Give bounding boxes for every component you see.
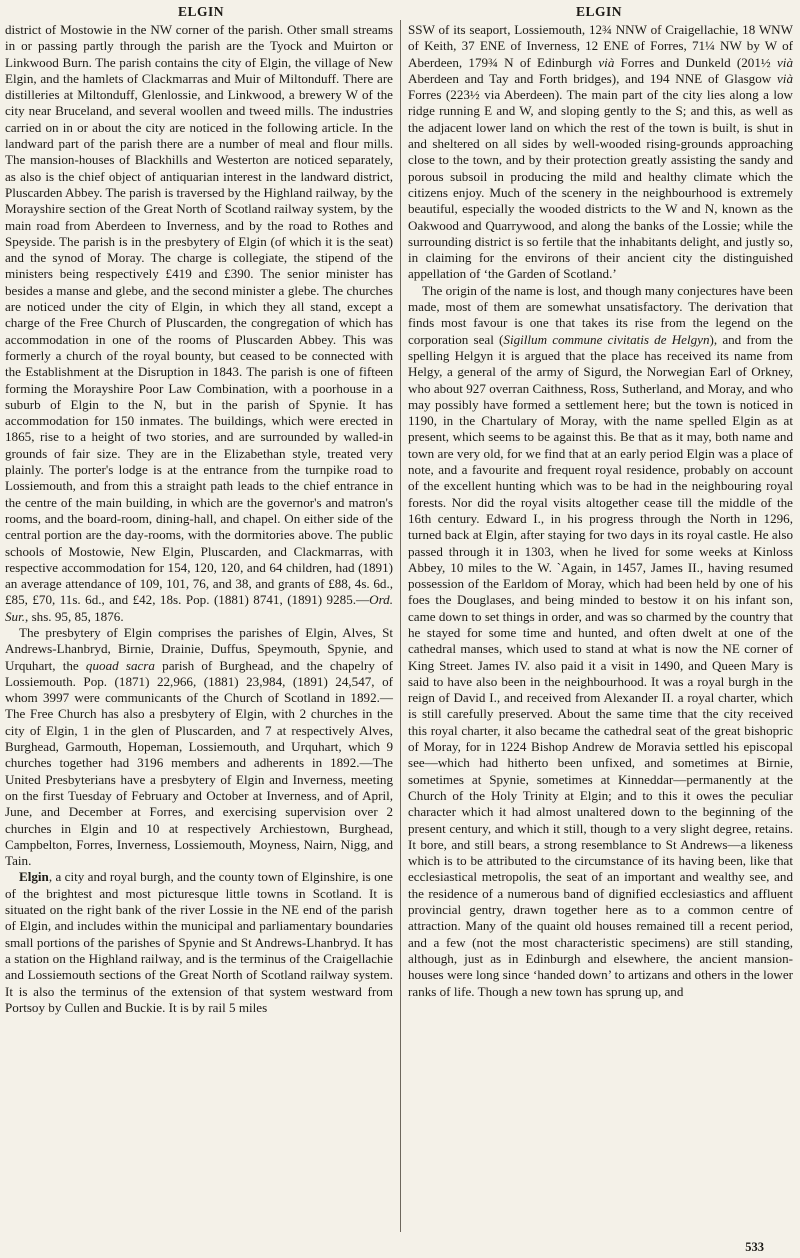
distances-paragraph (408, 22, 793, 283)
paragraph-text: , a city and royal burgh, and the county town of Elginshire, is one of the brightest and most picturesque little towns in Scotland. It is situated on the right bank of the river Lossie in the NE end of the parish of Elgin, and includes within the municipal and parliamentary boundaries small portions of the parishes of Spynie and St Andrews-Lhanbryd. It has a station on the Highland railway, and is the terminus of the Craigellachie and Lossiemouth sections of the Great North of Scotland railway system. It is also the terminus of the extension of that system westward from Portsoy by Cullen and Buckie. It is by rail 5 miles (5, 869, 393, 1015)
running-head-left: ELGIN (178, 4, 225, 19)
paragraph-text: Aberdeen and Tay and Forth bridges), and 194 NNE of Glasgow (408, 70, 777, 86)
paragraph-text: , shs. 95, 85, 1876. (25, 608, 124, 624)
left-column (5, 22, 393, 1016)
italic-term: Sigillum commune civitatis de Helgyn (503, 331, 710, 347)
ordnance-survey-ref: Ord. Sur. (5, 592, 393, 624)
elgin-city-entry (5, 869, 393, 1016)
paragraph-text: Forres (223½ via Aberdeen). The main part of the city lies along a low ridge running E and W, and sloping gently to the S; and this, as well as the adjacent lower land on which the rest of the town is built, is shut in and sheltered on all sides by well-wooded rising-grounds approaching close to the town, and by their protection greatly assisting the sandy and porous subsoil in producing the mild and healthy climate which the citizens enjoy. Much of the scenery in the neighbourhood is extremely beautiful, especially the wooded districts to the W and N, known as the Oakwood and Quarrywood, and along the banks of the Lossie; while the surrounding district is so fertile that the inhabitants delight, and justly so, in claiming for the environs of their ancient city the distinguished appellation of ‘the Garden of Scotland.’ (408, 87, 793, 282)
presbytery-paragraph (5, 625, 393, 869)
paragraph-text: district of Mostowie in the NW corner of the parish. Other small streams in or passing partly through the parish are the Tyock and Muirton or Linkwood Burn. The parish contains the city of Elgin, the village of New Elgin, and the hamlets of Clackmarras and Muir of Miltonduff. There are distilleries at Miltonduff, Glenlossie, and Linkwood, a brewery W of the city near Bruceland, and several woollen and tweed mills. The industries carried on in or about the city are noticed in the following article. In the landward part of the parish there are a number of meal and flour mills. The mansion-houses of Blackhills and Westerton are noticed separately, as also is the chief object of antiquarian interest in the landward district, Pluscarden Abbey. The parish is traversed by the Highland railway, by the Morayshire section of the Great North of Scotland railway system, by the main road from Aberdeen to Inverness, and by the road to Rothes and Speyside. The parish is in the presbytery of Elgin (of which it is the seat) and the synod of Moray. The charge is collegiate, the stipend of the ministers being respectively £419 and £390. The senior minister has besides a manse and glebe, and the second minister a glebe. The churches are noticed under the city of Elgin, in which they all stand, except a charge of the Free Church of Pluscarden, the congregation of which has accommodation in one of the rooms of Pluscarden Abbey. This was formerly a church of the royal bounty, but ceased to be connected with the Establishment at the Disruption in 1843. The parish is one of fifteen forming the Morayshire Poor Law Combination, with a poorhouse in a suburb of Elgin to the N, but in the parish of Spynie. It has accommodation for 150 inmates. The buildings, which were erected in 1865, rise to a height of two stories, and are surrounded by walled-in grounds of fair size. They are in the Elizabethan style, treated very plainly. The porter's lodge is at the entrance from the turnpike road to Lossiemouth, and from this a straight path leads to the chief entrance in the centre of the main building, in which are the governor's and matron's rooms, and the board-room, dining-hall, and chapel. On either side of the central portion are the day-rooms, with the dormitories above. The public schools of Mostowie, New Elgin, Pluscarden, and Clackmarras, with respective accommodation for 154, 120, 120, and 64 children, had (1891) an average attendance of 109, 101, 76, and 38, and grants of £88, 4s. 6d., £85, £70, 11s. 6d., and £42, 18s. Pop. (1881) 8741, (1891) 9285.— (5, 22, 393, 608)
right-column (408, 22, 793, 1000)
paragraph-text: parish of Burghead, and the chapelry of Lossiemouth. Pop. (1871) 22,966, (1881) 23,984, (1891) 24,547, of whom 3997 were communicants of the Church of Scotland in 1892.—The Free Church has also a presbytery of Elgin, with 2 churches in the city of Elgin, 1 in the glen of Pluscarden, and 7 at respectively Alves, Burghead, Garmouth, Hopeman, Lossiemouth, and Urquhart, which 9 churches together had 3196 members and adherents in 1892.—The United Presbyterians have a presbytery of Elgin and Inverness, meeting on the first Tuesday of February and October at Inverness, and of April, June, and December at Forres, and exercising supervision over 2 churches in Elgin and 10 at respectively Archiestown, Burghead, Campbelton, Forres, Inverness, Lossiemouth, Moyness, Nairn, Nigg, and Tain. (5, 657, 393, 869)
parish-description-paragraph (5, 22, 393, 625)
italic-term: vià (598, 54, 615, 70)
italic-term: vià (777, 70, 793, 86)
paragraph-text: The origin of the name is lost, and though many conjectures have been made, most of them are somewhat unsatisfactory. The derivation that finds most favour is one that takes its rise from the legend on the corporation seal ( (408, 282, 793, 347)
entry-headword: Elgin (19, 869, 49, 885)
column-divider (400, 20, 401, 1232)
paragraph-text: Forres and Dunkeld (201½ (614, 54, 777, 70)
italic-term: quoad sacra (85, 657, 155, 673)
origin-history-paragraph (408, 283, 793, 1000)
paragraph-text: SSW of its seaport, Lossiemouth, 12¾ NNW of Craigellachie, 18 WNW of Keith, 37 ENE of Inverness, 12 ENE of Forres, 71¼ NW by W of Aberdeen, 179¾ N of Edinburgh (408, 22, 793, 70)
paragraph-text: The presbytery of Elgin comprises the parishes of Elgin, Alves, St Andrews-Lhanbryd, Birnie, Drainie, Duffus, Speymouth, Spynie, and Urquhart, the (5, 624, 393, 673)
italic-term: vià (777, 54, 793, 70)
running-head-right: ELGIN (576, 4, 623, 19)
paragraph-text: ), and from the spelling Helgyn it is argued that the place has received its name from Helgy, a general of the army of Sigurd, the Norwegian Earl of Orkney, who about 927 overran Caithness, Ross, Sutherland, and Moray, and who may possibly have formed a settlement here; but the town is noticed in 1190, in the Chartulary of Moray, with the name spelled Elgin as at present, which seems to be against this. Be that as it may, both name and town are very old, for we find that at an early period Elgin was a place of note, and a favourite and frequent royal residence, probably on account of the excellent hunting which was to be had in the neighbouring royal forests. Nor did the royal visits altogether cease till the middle of the 16th century. Edward I., in his progress through the North in 1296, turned back at Elgin, after staying for two days in its royal castle. He also passed through it in 1303, when he lived for some weeks at Kinloss Abbey, 10 miles to the W. `Again, in 1457, James II., having resumed possession of the Earldom of Moray, which had been held by one of his foes the Douglases, and being minded to bestow it on his infant son, came down to set things in order, and was so charmed by the country that he stayed for some time and hunted, and often dwelt at one of the cathedral manses, which used to stand at what is now the NE corner of King Street. James IV. also paid it a visit in 1490, and Queen Mary is said to have also been in the neighbourhood. It was a royal burgh in the reign of David I., and received from Alexander II. a royal charter, which is still carefully preserved. About the same time that the city received this royal charter, it also became the cathedral seat of the great bishopric of Moray, for in 1224 Bishop Andrew de Moravia settled his episcopal see—which had hitherto been unfixed, and sometimes at Birnie, sometimes at Spynie, sometimes at Kinneddar—permanently at the Church of the Holy Trinity at Elgin; and to this it owes the peculiar character which it had almost unaltered down to the beginning of the present century, and which it still, though to a very slight degree, retains. It bore, and still bears, a strong resemblance to St Andrews—a likeness which is to be attributed to the circumstance of its having been, like that ecclesiastical metropolis, the seat of an important and wealthy see, and the residence of a numerous band of dignified ecclesiastics and affluent provincial gentry, drawn together here as to a common centre of attraction. Many of the quaint old houses remained till a recent period, and a few (not the most characteristic specimens) are still standing, although, just as in Edinburgh and elsewhere, the ancient mansion-houses were long since ‘handed down’ to artizans and others in the lower ranks of life. Though a new town has sprung up, and (408, 331, 793, 999)
page-number: 533 (745, 1240, 764, 1254)
